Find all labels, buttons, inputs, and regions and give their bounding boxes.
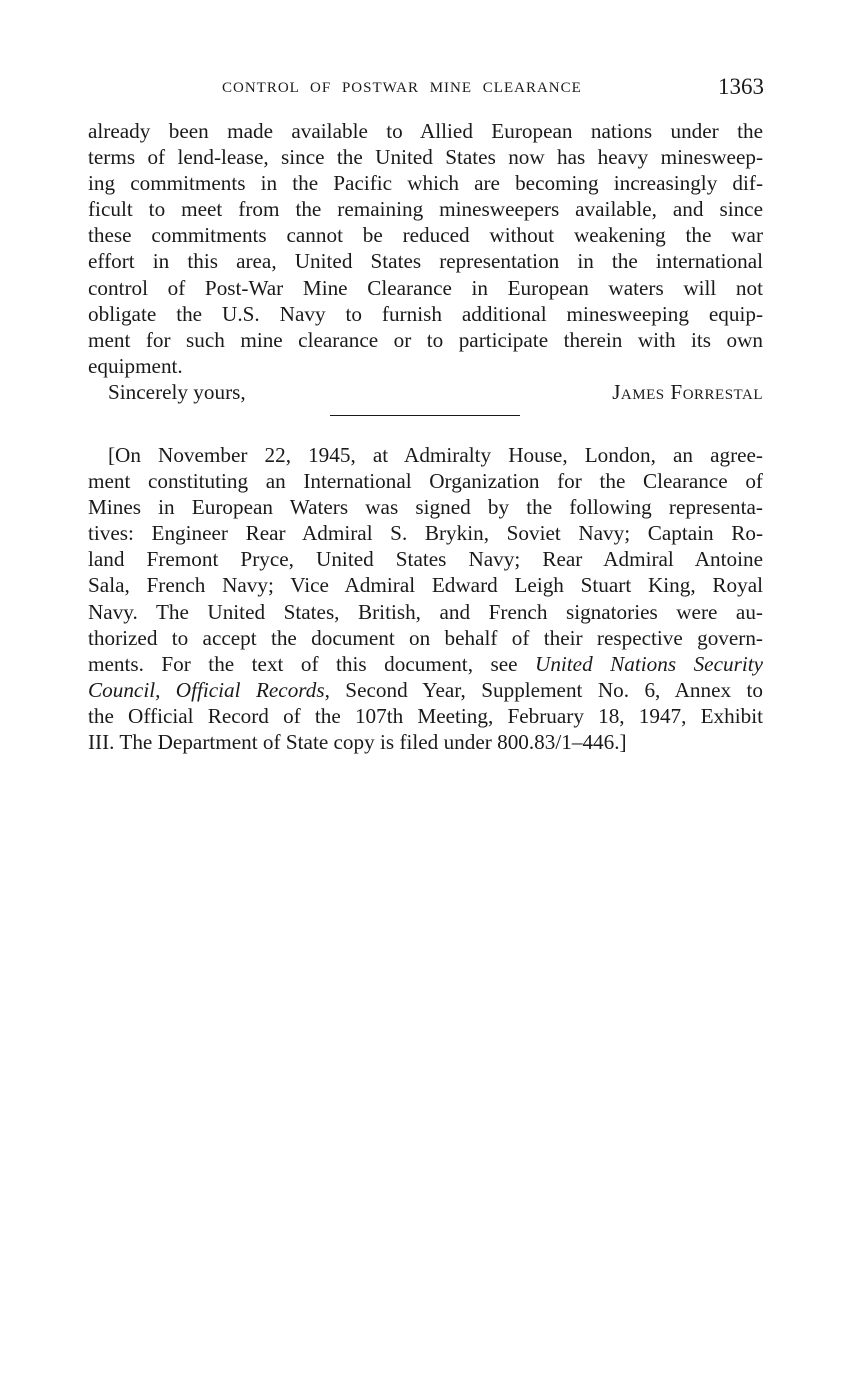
publication-title: Council, Official Records: [88, 677, 325, 702]
running-header: [88, 76, 764, 104]
letter-last-line: equipment.: [88, 353, 183, 378]
note-text: , Second Year, Supplement No. 6, Annex to: [324, 677, 763, 702]
note-line: Navy. The United States, British, and French signatories were au-: [88, 599, 763, 624]
letter-body: [88, 118, 763, 379]
letter-line: ing commitments in the Pacific which are becoming increasingly dif-: [88, 171, 763, 196]
note-line: land Fremont Pryce, United States Navy; Rear Admiral Antoine: [88, 547, 763, 572]
note-last-line: III. The Department of State copy is filed under 800.83/1–446.]: [88, 730, 627, 755]
note-line: [88, 651, 763, 677]
letter-line: these commitments cannot be reduced without weakening the war: [88, 223, 763, 248]
running-head-title: CONTROL OF POSTWAR MINE CLEARANCE: [222, 80, 582, 96]
note-line: [On November 22, 1945, at Admiralty House, London, an agree-: [108, 443, 763, 467]
note-line: ment constituting an International Organization for the Clearance of: [88, 469, 763, 494]
letter-line: terms of lend-lease, since the United States now has heavy minesweep-: [88, 145, 763, 170]
letter-line: ficult to meet from the remaining minesweepers available, and since: [88, 197, 763, 222]
salutation: Sincerely yours,: [108, 380, 246, 404]
letter-line: effort in this area, United States representation in the international: [88, 249, 763, 274]
note-line: Sala, French Navy; Vice Admiral Edward Leigh Stuart King, Royal: [88, 573, 763, 598]
letter-line: obligate the U.S. Navy to furnish additional minesweeping equip-: [88, 301, 763, 326]
signature: James Forrestal: [612, 380, 763, 404]
note-text: ments. For the text of this document, see: [88, 651, 536, 676]
letter-line: ment for such mine clearance or to participate therein with its own: [88, 327, 763, 352]
note-line: thorized to accept the document on behalf of their respective govern-: [88, 625, 763, 650]
letter-line: already been made available to Allied European nations under the: [88, 119, 763, 143]
note-line: tives: Engineer Rear Admiral S. Brykin, Soviet Navy; Captain Ro-: [88, 521, 763, 546]
closing-row: [88, 380, 763, 406]
page-number: 1363: [718, 74, 764, 99]
note-line: the Official Record of the 107th Meeting, February 18, 1947, Exhibit: [88, 703, 763, 728]
editorial-note: [88, 442, 763, 755]
note-line: [88, 677, 763, 703]
note-line: Mines in European Waters was signed by the following representa-: [88, 495, 763, 520]
letter-line: control of Post-War Mine Clearance in European waters will not: [88, 275, 763, 300]
section-divider: [330, 415, 520, 416]
publication-title: United Nations Security: [535, 651, 763, 676]
